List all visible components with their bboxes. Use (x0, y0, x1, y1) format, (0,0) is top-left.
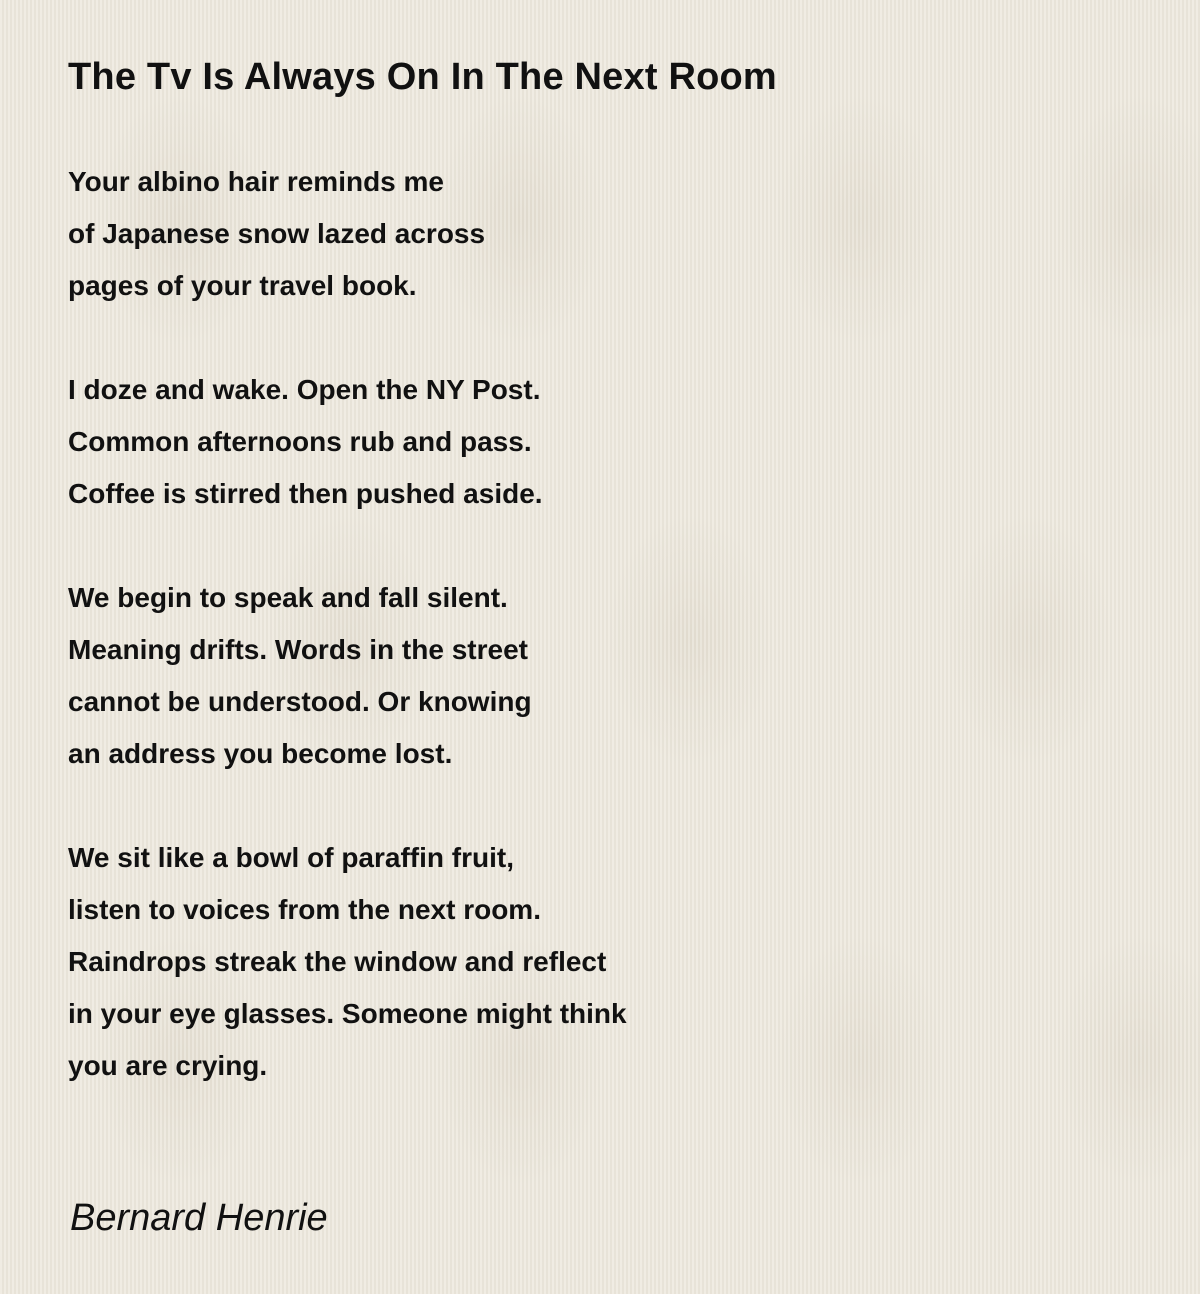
poem-container (68, 52, 1148, 1144)
poem-line: Common afternoons rub and pass. (68, 426, 532, 457)
poem-line: Meaning drifts. Words in the street (68, 634, 528, 665)
poem-author: Bernard Henrie (70, 1197, 328, 1239)
poem-line: Raindrops streak the window and reflect (68, 946, 607, 977)
poem-line: cannot be understood. Or knowing (68, 686, 532, 717)
poem-line: We begin to speak and fall silent. (68, 582, 508, 613)
poem-line: listen to voices from the next room. (68, 894, 541, 925)
poem-line: Your albino hair reminds me (68, 166, 445, 197)
poem-body (68, 156, 1148, 1092)
poem-line: in your eye glasses. Someone might think (68, 998, 627, 1029)
stanza (68, 156, 1148, 312)
poem-line: I doze and wake. Open the NY Post. (68, 374, 541, 405)
stanza (68, 364, 1148, 520)
stanza (68, 572, 1148, 780)
poem-line: Coffee is stirred then pushed aside. (68, 478, 543, 509)
poem-line: an address you become lost. (68, 738, 453, 769)
poem-title: The Tv Is Always On In The Next Room (68, 56, 777, 98)
poem-line: We sit like a bowl of paraffin fruit, (68, 842, 514, 873)
stanza (68, 832, 1148, 1092)
poem-line: pages of your travel book. (68, 270, 417, 301)
poem-line: you are crying. (68, 1050, 268, 1081)
poem-line: of Japanese snow lazed across (68, 218, 486, 249)
